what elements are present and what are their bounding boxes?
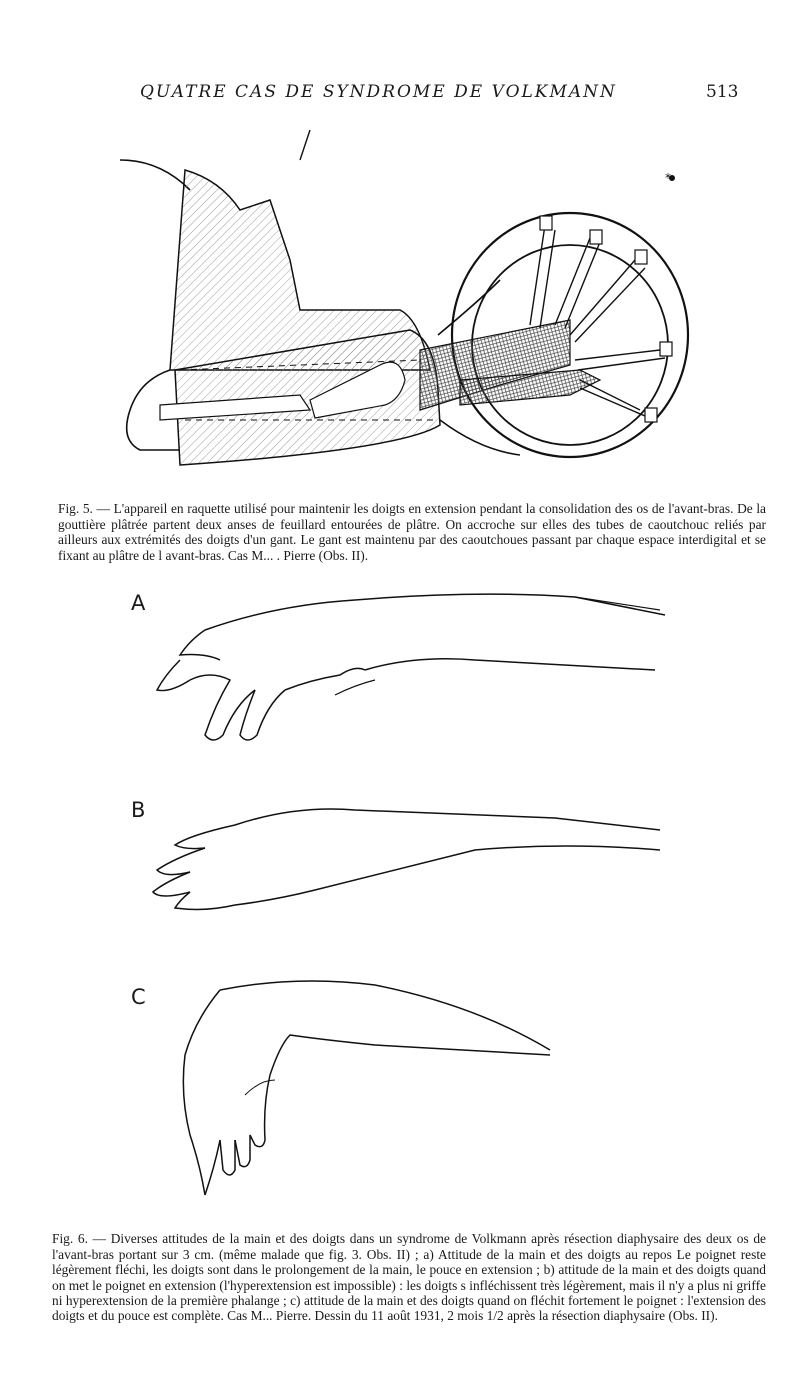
panel-letter-a: A	[131, 591, 146, 615]
figure-6-caption: Fig. 6. — Diverses attitudes de la main et des doigts dans un syndrome de Volkmann après résection diaphysaire des deux os de l'avant-bras portant sur 3 cm. (même malade que fig. 3. Obs. II) ; a) Attitude de la main et des doigts au repos Le poignet reste légèrement fléchi, les doigts sont dans le prolongement de la main, le pouce en extension ; b) attitude de la main et des doigts quand on met le poignet en extension (l'hyperextension est impossible) : les doigts s infléchissent très légèrement, mais il n'y a plus ni griffe ni hyperextension de la première phalange ; c) attitude de la main et des doigts quand on fléchit fortement le poignet : l'extension des doigts et du pouce est complète. Cas M... Pierre. Dessin du 11 août 1931, 2 mois 1/2 après la résection diaphysaire (Obs. II).	[52, 1231, 766, 1324]
figure-5-illustration	[100, 120, 710, 480]
figure-6-panel-c	[95, 965, 695, 1210]
hand-wrist-flexion-drawing	[95, 965, 695, 1210]
panel-letter-b: B	[131, 798, 146, 822]
running-title: QUATRE CAS DE SYNDROME DE VOLKMANN	[140, 82, 617, 102]
figure-5-caption: Fig. 5. — L'appareil en raquette utilisé pour maintenir les doigts en extension pendant la consolidation des os de l'avant-bras. De la gouttière plâtrée partent deux anses de feuillard entourées de plâtre. On accroche sur elles des tubes de caoutchouc reliés par ailleurs aux extrémités des doigts d'un gant. Le gant est maintenu par des caoutchoues passant par chaque espace interdigital et se fixant au plâtre de l avant-bras. Cas M... . Pierre (Obs. II).	[58, 501, 766, 563]
hand-at-rest-drawing	[95, 585, 695, 770]
hand-wrist-extension-drawing	[95, 790, 695, 940]
page-header	[0, 82, 800, 112]
figure-6-panel-b	[95, 790, 695, 940]
shoulder-outline	[120, 160, 190, 190]
page-number: 513	[706, 82, 739, 102]
cast-racquet-drawing	[100, 120, 710, 480]
panel-letter-c: C	[131, 985, 146, 1009]
svg-text:*: *	[665, 171, 671, 185]
figure-6-panel-a	[95, 585, 695, 770]
